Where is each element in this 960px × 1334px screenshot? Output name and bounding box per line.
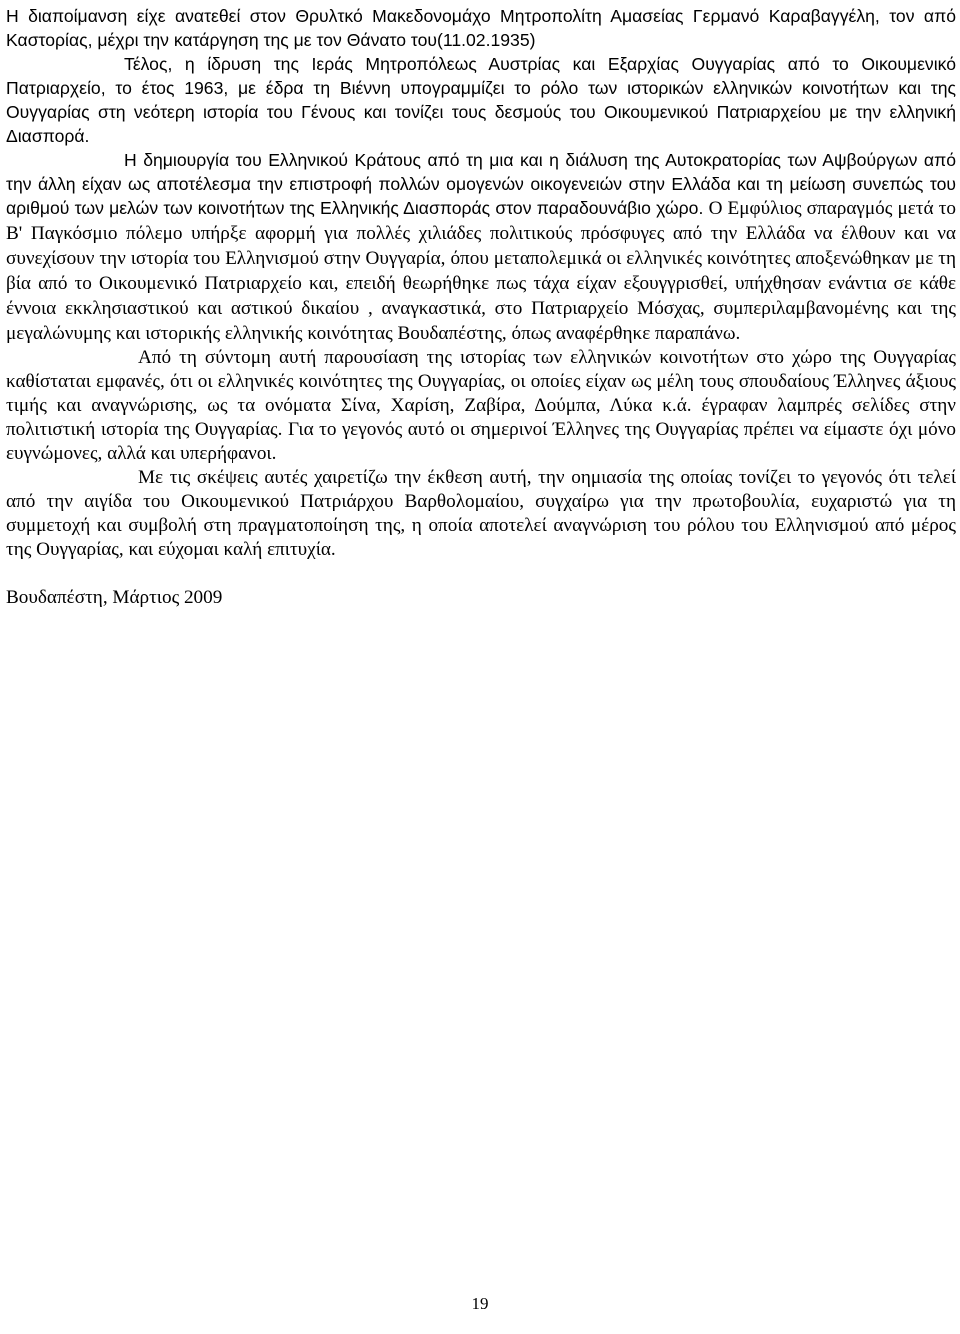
- paragraph-3: [6, 148, 956, 346]
- paragraph-4: Από τη σύντομη αυτή παρουσίαση της ιστορίας των ελληνικών κοινοτήτων στο χώρο της Ουγγαρίας καθίσταται εμφανές, ότι οι ελληνικές κοινότητες της Ουγγαρίας, οι οποίες είχαν ως μέλη τους σπουδαίους Έλληνες άξιους τιμής και αναγνώρισης, ως τα ονόματα Σίνα, Χαρίση, Ζαβίρα, Δούμπα, Λύκα κ.ά. έγραφαν λαμπρές σελίδες στην πολιτιστική ιστορία της Ουγγαρίας. Για το γεγονός αυτό οι σημερινοί Έλληνες της Ουγγαρίας πρέπει να είμαστε όχι μόνο ευγνώμονες, αλλά και υπερήφανοι.: [6, 347, 956, 464]
- paragraph-1: Η διαποίμανση είχε ανατεθεί στον Θρυλτκό Μακεδονομάχο Μητροπολίτη Αμασείας Γερμανό Καραβαγγέλη, τον από Καστορίας, μέχρι την κατάργηση της με τον Θάνατο του(11.02.1935): [6, 6, 956, 50]
- paragraph-3-part-1: Η δημιουργία του Ελληνικού Κράτους από τη μια και η διάλυση της Αυτοκρατορίας των Αψβούργων από την άλλη είχαν ως αποτέλεσμα την επιστροφή πολλών ομογενών οικογενειών στην Ελλάδα και τη μείωση συνεπώς του αριθμού των μελών των κοινοτήτων της Ελληνικής Διασποράς στον παραδουνάβιο χώρο.: [6, 150, 956, 218]
- paragraph-5: Με τις σκέψεις αυτές χαιρετίζω την έκθεση αυτή, την οημιασία της οποίας τονίζει το γεγονός ότι τελεί από την αιγίδα του Οικουμενικού Πατριάρχου Βαρθολομαίου, συγχαίρω για την πρωτοβουλία, ευχαριστώ για τη συμμετοχή και συμβολή στη πραγματοποίηση της, η οποία αποτελεί αναγνώριση του ρόλου του Ελληνισμού από μέρος της Ουγγαρίας, και εύχομαι καλή επιτυχία.: [6, 467, 956, 560]
- place-date-signature: Βουδαπέστη, Μάρτιος 2009: [6, 587, 223, 608]
- paragraph-3-part-2: Ο Εμφύλιος σπαραγμός μετά το Β' Παγκόσμιο πόλεμο υπήρξε αφορμή για πολλές χιλιάδες πολιτικούς πρόσφυγες από την Ελλάδα να έλθουν και να συνεχίσουν την ιστορία του Ελληνισμού στην Ουγγαρία, όπου μεταπολεμικά οι ελληνικές κοινότητες αποξενώθηκαν με τη βία από το Οικουμενικό Πατριαρχείο και, επειδή θεωρήθηκε πως τάχα είχαν εξουγγρισθεί, υπήχθησαν ενάντια σε κάθε έννοια εκκλησιαστικού και αστικού δικαίου , αναγκαστικά, στο Πατριαρχείο Μόσχας, συμπεριλαμβανομένης και της μεγαλώνυμης και ιστορικής ελληνικής κοινότητας Βουδαπέστης, όπως αναφέρθηκε παραπάνω.: [6, 198, 956, 344]
- blank-line: [6, 562, 956, 586]
- body-text: [6, 4, 956, 610]
- page-number: 19: [471, 1294, 489, 1313]
- paragraph-2: Τέλος, η ίδρυση της Ιεράς Μητροπόλεως Αυστρίας και Εξαρχίας Ουγγαρίας από το Οικουμενικό Πατριαρχείο, το έτος 1963, με έδρα τη Βιέννη υπογραμμίζει το ρόλο των ιστορικών ελληνικών κοινοτήτων και της Ουγγαρίας στη νεότερη ιστορία του Γένους και τονίζει τους δεσμούς του Οικουμενικού Πατριαρχείου με την ελληνική Διασπορά.: [6, 54, 956, 146]
